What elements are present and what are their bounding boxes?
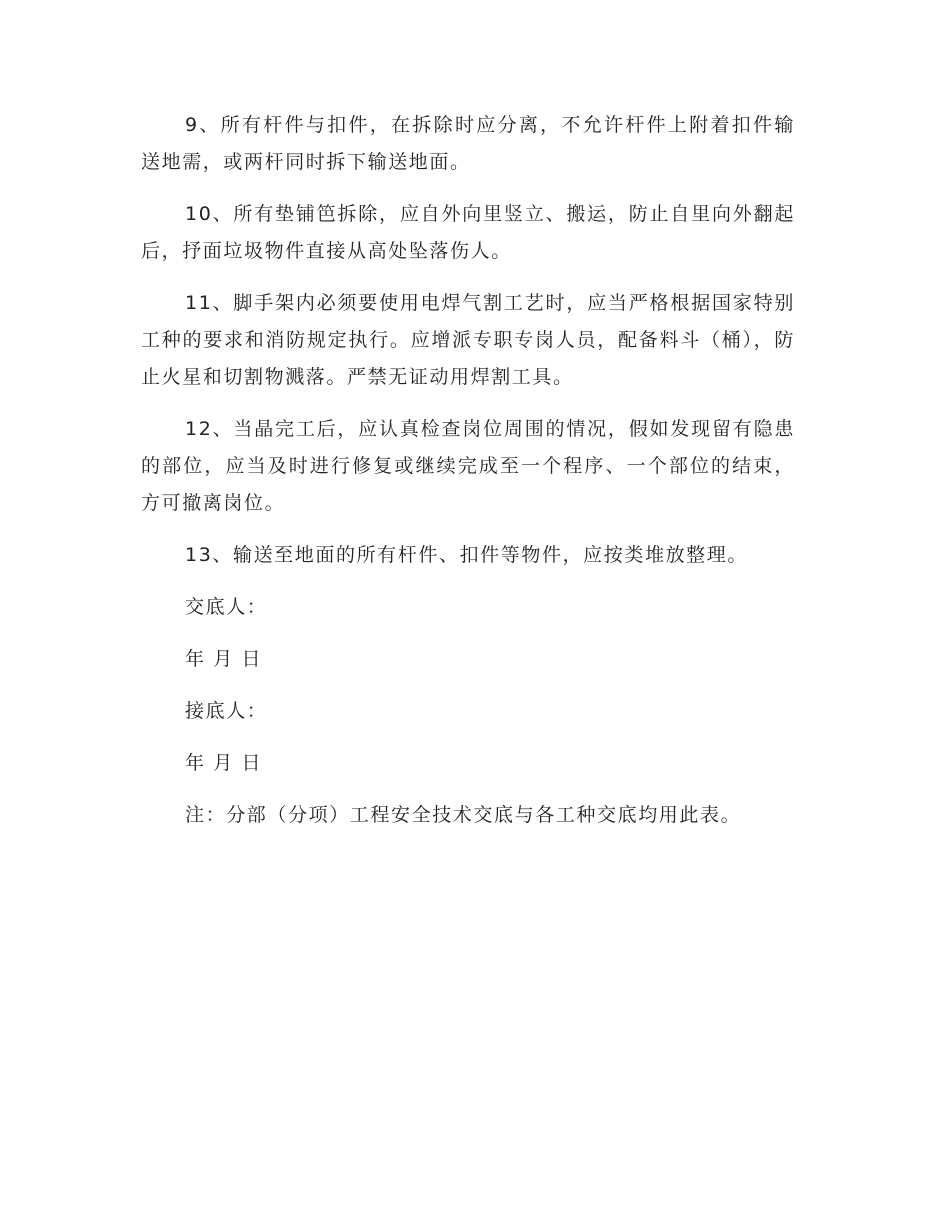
paragraph-item-13: 13、输送至地面的所有杆件、扣件等物件，应按类堆放整理。 bbox=[185, 544, 748, 566]
document-body bbox=[141, 107, 795, 849]
paragraph-item-10: 10、所有垫铺笆拆除，应自外向里竖立、搬运，防止自里向外翻起后，抒面垃圾物件直接从高处坠落伤人。 bbox=[141, 203, 795, 262]
handover-date-line: 年 月 日 bbox=[185, 648, 263, 670]
receiver-date-line: 年 月 日 bbox=[185, 752, 263, 774]
handover-person-label: 交底人： bbox=[185, 596, 268, 618]
paragraph-item-11: 11、脚手架内必须要使用电焊气割工艺时，应当严格根据国家特别工种的要求和消防规定执行。应增派专职专岗人员，配备料斗（桶），防止火星和切割物溅落。严禁无证动用焊割工具。 bbox=[141, 292, 795, 388]
paragraph-item-12: 12、当晶完工后，应认真检查岗位周围的情况，假如发现留有隐患的部位，应当及时进行修复或继续完成至一个程序、一个部位的结束，方可撤离岗位。 bbox=[141, 418, 795, 514]
footnote: 注：分部（分项）工程安全技术交底与各工种交底均用此表。 bbox=[185, 804, 742, 826]
paragraph-item-9: 9、所有杆件与扣件，在拆除时应分离，不允许杆件上附着扣件输送地需，或两杆同时拆下输送地面。 bbox=[141, 114, 795, 173]
receiver-person-label: 接底人： bbox=[185, 700, 268, 722]
